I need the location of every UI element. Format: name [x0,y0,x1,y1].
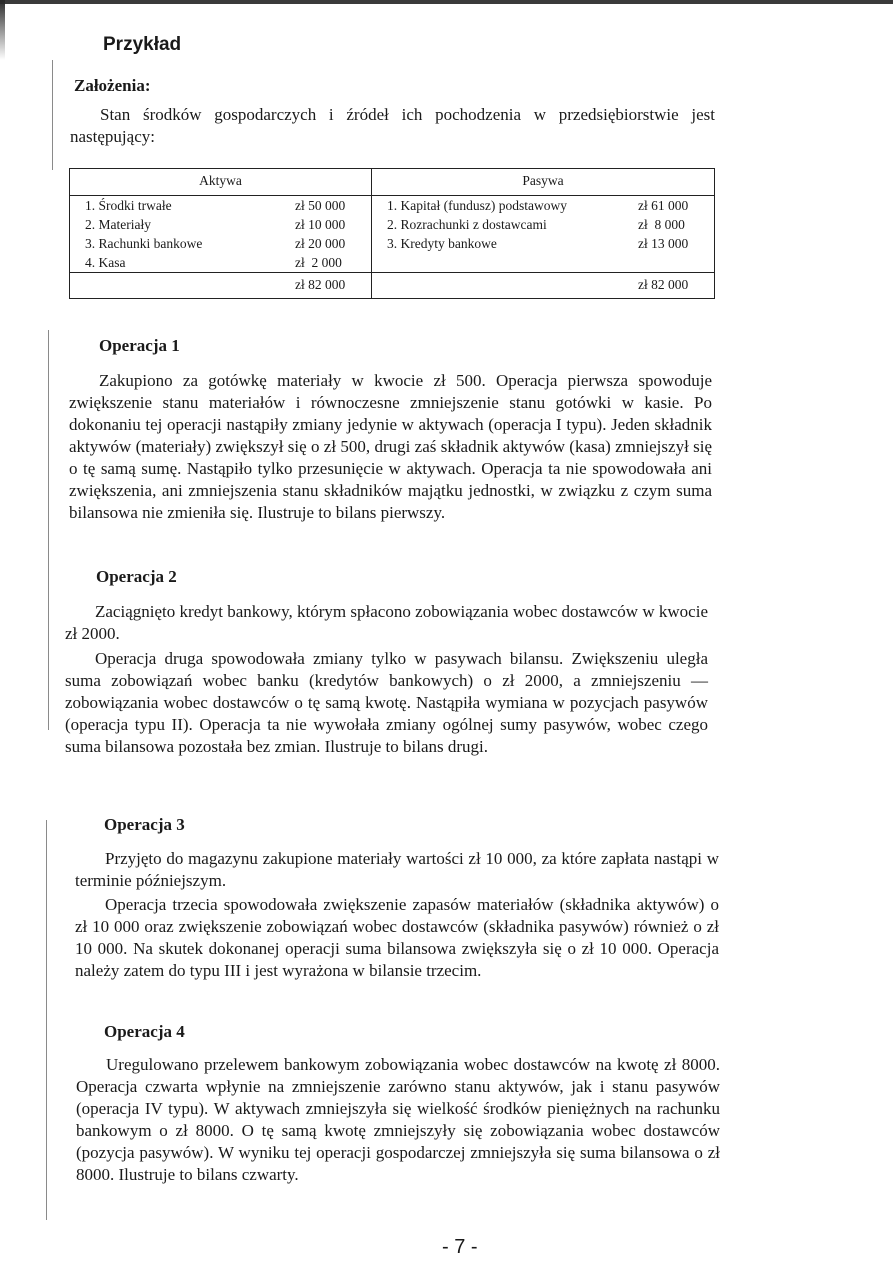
liabilities-column [372,196,715,273]
operation-1-heading: Operacja 1 [99,336,180,355]
liabilities-header: Pasywa [372,169,715,196]
scan-border-left [0,0,5,60]
liabilities-total-cell [372,273,715,299]
assumptions-text: Stan środków gospodarczych i źródeł ich pochodzenia w przedsiębiorstwie jest następujący: [70,105,715,146]
operation-2-text-1: Zaciągnięto kredyt bankowy, którym spłacono zobowiązania wobec dostawców w kwocie zł 2000. [65,602,708,643]
liabilities-total: zł 82 000 [638,277,689,292]
liability-row: 3. Kredyty bankowe zł 13 000 [387,236,689,251]
operation-3-heading: Operacja 3 [104,815,185,834]
assets-header: Aktywa [70,169,372,196]
operation-2-text-2: Operacja druga spowodowała zmiany tylko w pasywach bilansu. Zwiększeniu uległa suma zobowiązań wobec banku (kredytów bankowych) o zł 2000, a zmniejszeniu — zobowiązania wobec dostawców o tę samą kwotę. Nastąpiła wymiana w pozycjach pasywów (operacja typu II). Operacja ta nie wywołała zmiany ogólnej sumy pasywów, wobec czego suma bilansowa pozostała bez zmian. Ilustruje to bilans drugi. [65,649,708,756]
assets-total-cell [70,273,372,299]
assets-column [70,196,372,273]
margin-line [46,820,47,1220]
operation-2-heading: Operacja 2 [96,567,177,586]
operation-3-text-2: Operacja trzecia spowodowała zwiększenie zapasów materiałów (składnika aktywów) o zł 10 000 oraz zwiększenie zobowiązań wobec dostawców (składnika pasywów) również o zł 10 000. Na skutek dokonanej operacji suma bilansowa zwiększyła się o zł 10 000. Operacja należy zatem do typu III i jest wyrażona w bilansie trzecim. [75,895,719,980]
asset-row: 3. Rachunki bankowe zł 20 000 [85,236,346,251]
page-title: Przykład [103,34,182,55]
asset-row: 1. Środki trwałe zł 50 000 [85,198,346,213]
operation-4-text: Uregulowano przelewem bankowym zobowiązania wobec dostawców na kwotę zł 8000. Operacja czwarta wpłynie na zmniejszenie zarówno stanu aktywów, jak i stanu pasywów (operacja IV typu). W aktywach zmniejszyła się wielkość środków pieniężnych na rachunku bankowym o zł 8000. O tę samą kwotę zmniejszyły się zobowiązania wobec dostawców (pozycja pasywów). W wyniku tej operacji gospodarczej zmniejszyła się suma bilansowa o zł 8000. Ilustruje to bilans czwarty. [76,1055,720,1184]
balance-table [69,168,715,299]
asset-row: 4. Kasa zł 2 000 [85,255,342,270]
scan-border-top [0,0,893,4]
page-number: - 7 - [442,1236,478,1258]
liability-row: 1. Kapitał (fundusz) podstawowy zł 61 000 [387,198,689,213]
liability-row: 2. Rozrachunki z dostawcami zł 8 000 [387,217,685,232]
operation-1-text: Zakupiono za gotówkę materiały w kwocie zł 500. Operacja pierwsza spowoduje zwiększenie stanu materiałów i równoczesne zmniejszenie stanu gotówki w kasie. Po dokonaniu tej operacji nastąpiły zmiany jedynie w aktywach (operacja I typu). Jeden składnik aktywów (materiały) zwiększył się o zł 500, drugi zaś składnik aktywów (kasa) zmniejszył się o tę samą sumę. Nastąpiło tylko przesunięcie w aktywach. Operacja ta nie spowodowała ani zwiększenia, ani zmniejszenia stanu składników majątku jednostki, w związku z czym suma bilansowa nie zmieniła się. Ilustruje to bilans pierwszy. [69,371,712,522]
margin-line [52,60,53,170]
operation-4-heading: Operacja 4 [104,1022,185,1041]
asset-row: 2. Materiały zł 10 000 [85,217,346,232]
assumptions-heading: Założenia: [74,76,151,95]
operation-3-text-1: Przyjęto do magazynu zakupione materiały wartości zł 10 000, za które zapłata nastąpi w terminie późniejszym. [75,849,719,890]
assets-total: zł 82 000 [295,277,346,292]
margin-line [48,330,49,730]
